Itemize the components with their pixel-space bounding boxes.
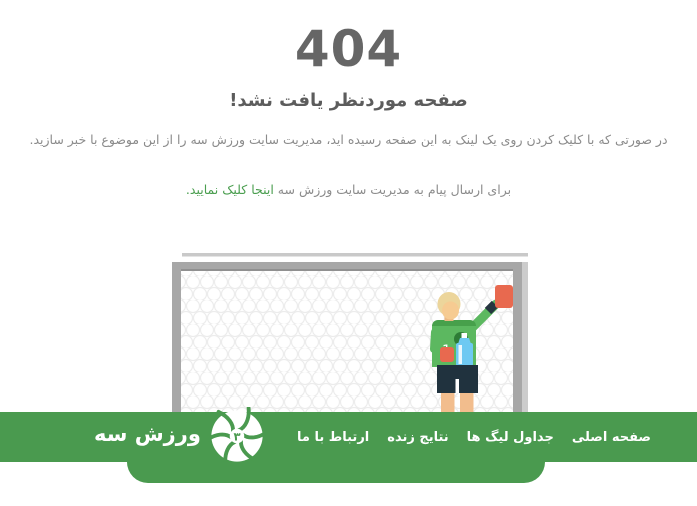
footer-link-live-results[interactable]: نتایج زنده [387, 429, 449, 445]
goal-right-post [513, 262, 522, 412]
contact-line [0, 182, 697, 197]
footer-nav [297, 412, 651, 462]
contact-link[interactable]: اینجا کلیک نمایید. [185, 182, 274, 197]
footer-link-league-tables[interactable]: جداول لیگ ها [466, 429, 554, 445]
logo-digit: ۳ [233, 429, 241, 444]
goalkeeper-wristband [488, 304, 495, 311]
goal-illustration [172, 252, 528, 412]
error-description: در صورتی که با کلیک کردن روی یک لینک به این صفحه رسیده اید، مدیریت سایت ورزش سه را از این موضوع با خبر سازید. [29, 132, 668, 147]
goal-left-post [172, 262, 181, 412]
varzesh3-logo-text: ورزش سه [94, 421, 201, 446]
footer-link-contact[interactable]: ارتباط با ما [297, 429, 370, 445]
contact-prefix: برای ارسال پیام به مدیریت سایت ورزش سه [273, 182, 512, 197]
goalkeeper-left-glove [440, 347, 454, 362]
goalkeeper-right-glove [495, 285, 513, 308]
error-title: صفحه موردنظر یافت نشد! [229, 90, 468, 111]
varzesh3-logo[interactable] [94, 404, 266, 468]
varzesh3-logo-icon [208, 407, 266, 465]
goalkeeper-face [442, 302, 459, 320]
goalkeeper-left-leg [441, 393, 455, 412]
goalkeeper-right-leg [460, 393, 474, 412]
error-code: 404 [294, 20, 403, 78]
goal-back-bar [182, 253, 528, 257]
footer-link-home[interactable]: صفحه اصلی [571, 429, 651, 445]
